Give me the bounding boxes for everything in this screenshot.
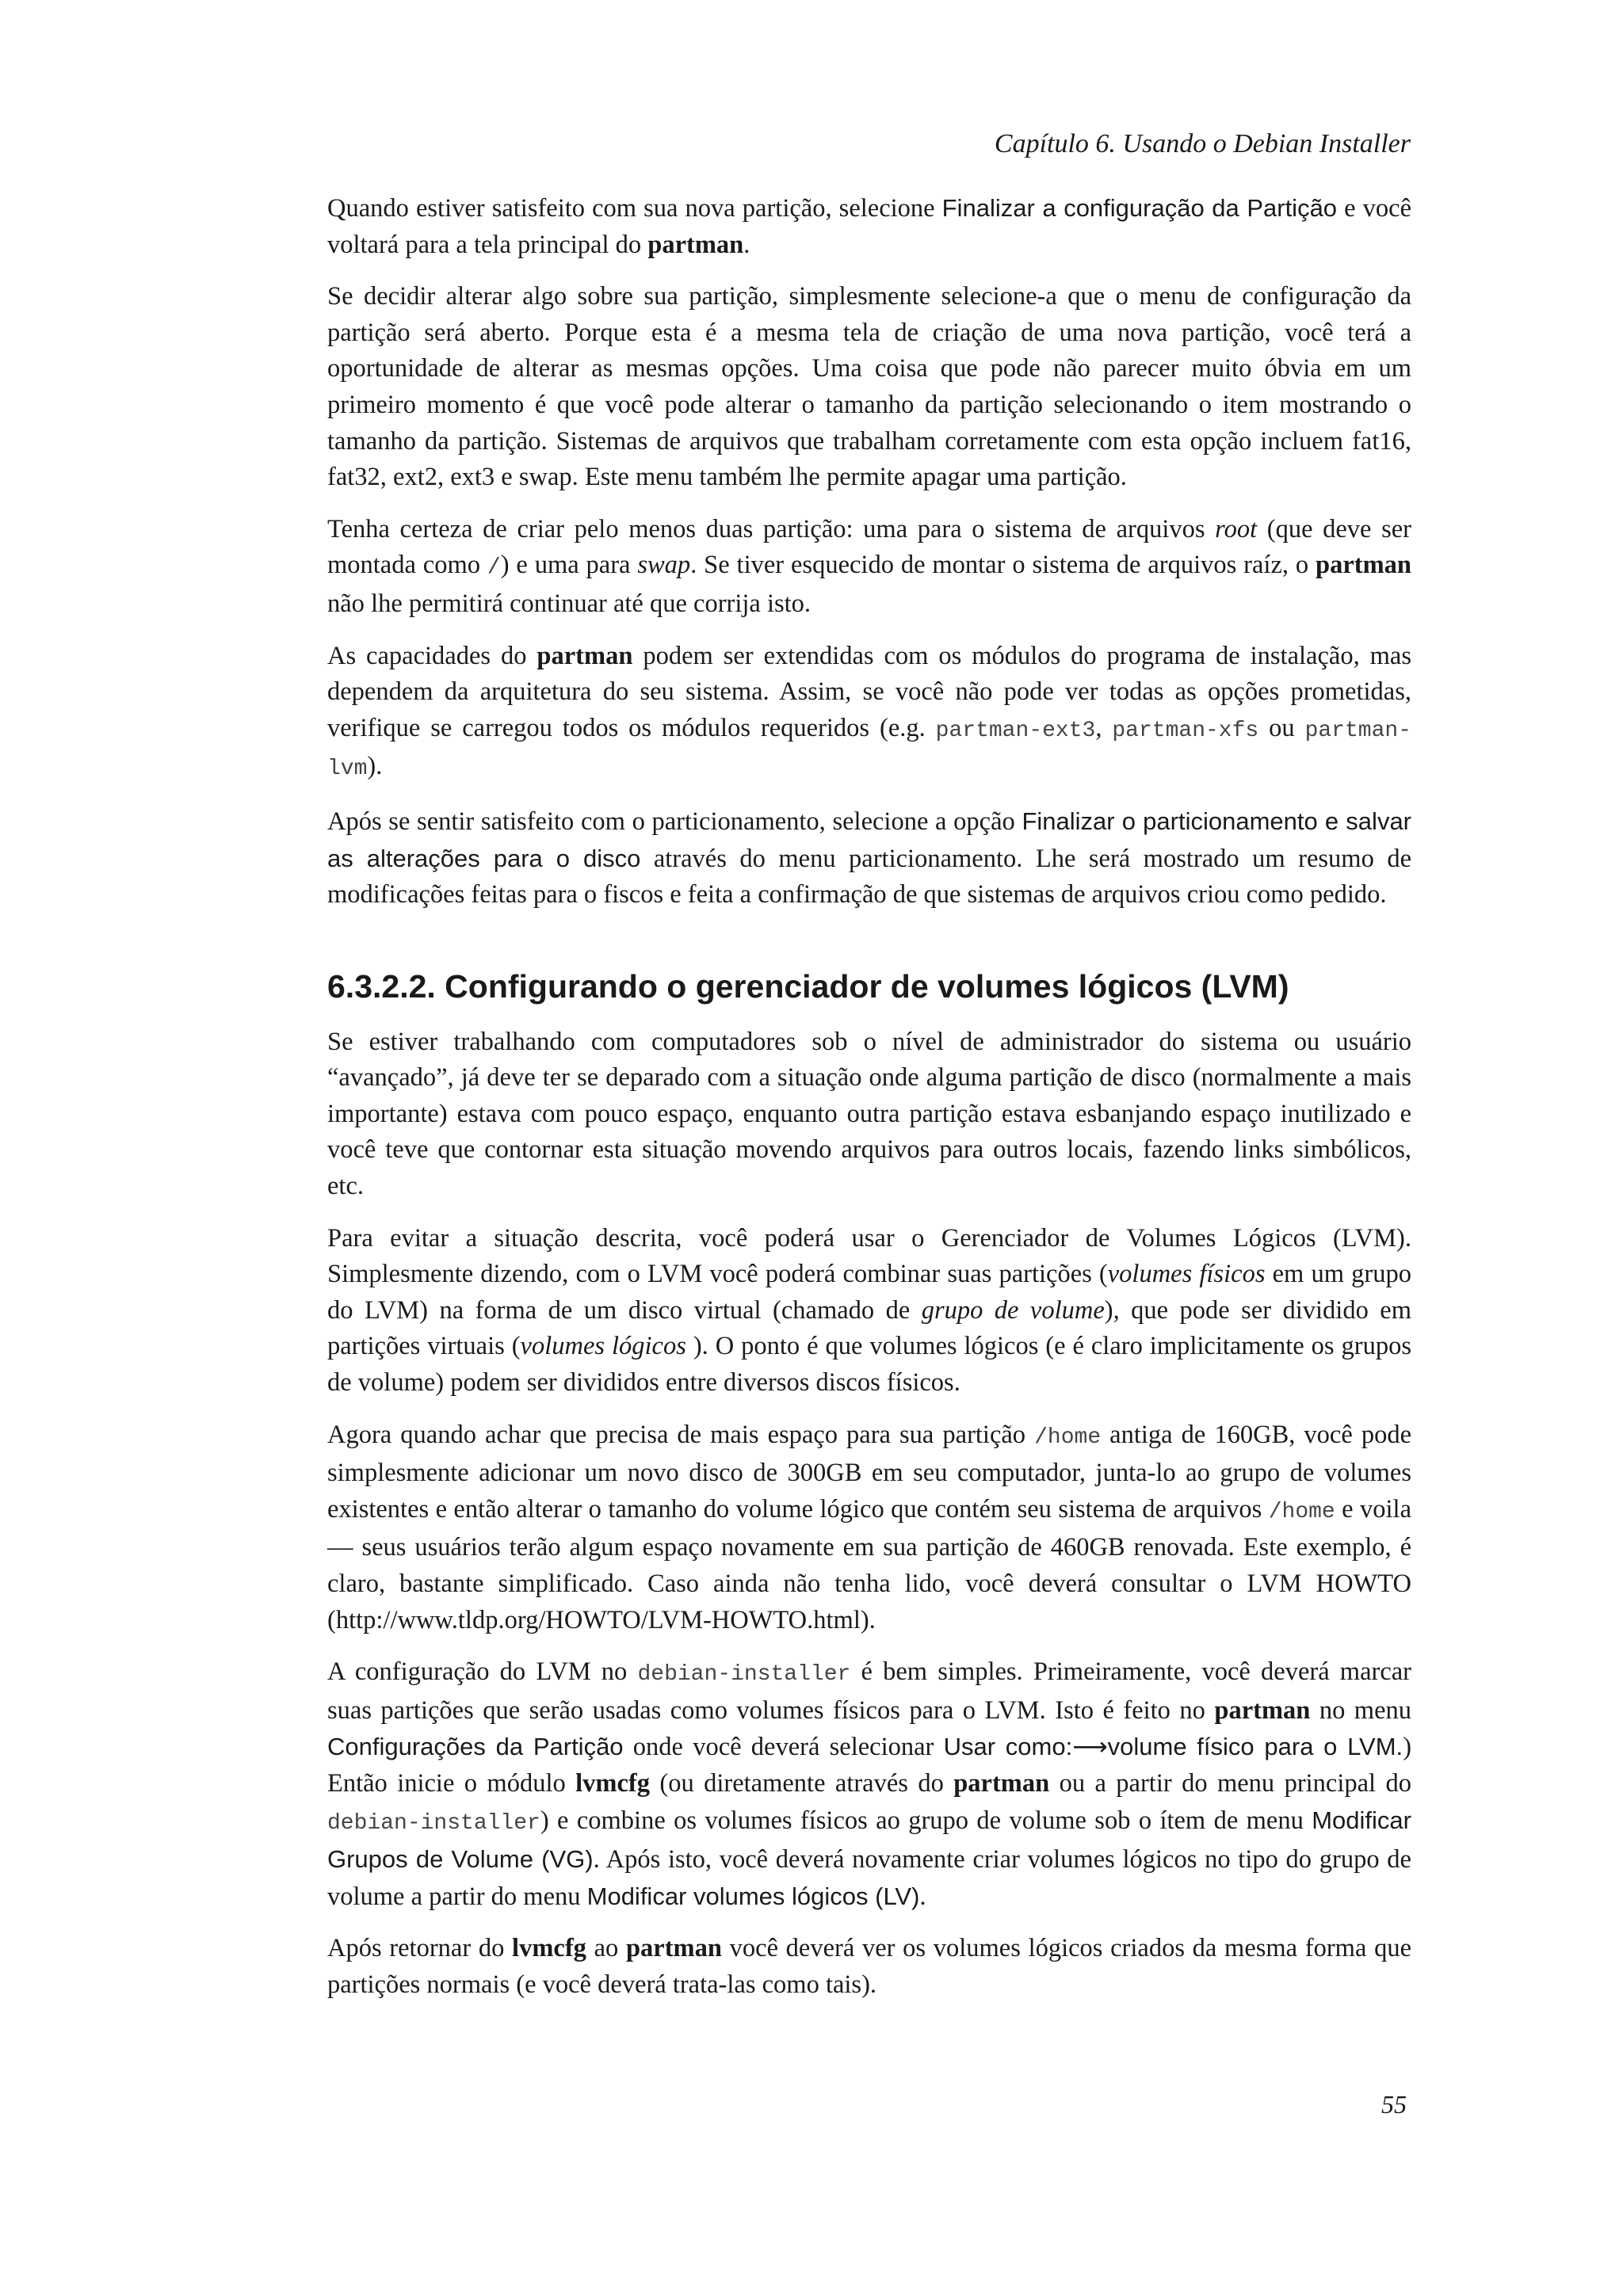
menu-item-ref: Finalizar o particionamento e salvar as alterações para o disco: [327, 807, 1412, 872]
text-span: e voila — seus usuários terão algum espaço novamente em sua partição de 460GB renovada. Este exemplo, é claro, bastante simplificado. Caso ainda não tenha lido, você deverá consultar o LVM HOWTO (http://www.tldp.org/HOWTO/LVM-HOWTO.html).: [327, 1494, 1411, 1634]
text-span: você deverá ver os volumes lógicos criados da mesma forma que partições normais (e você deverá trata-las como tais).: [327, 1934, 1412, 1999]
paragraph-finish-partition: [327, 190, 1411, 263]
text-span: .: [919, 1882, 926, 1911]
text-span: podem ser extendidas com os módulos do programa de instalação, mas dependem da arquitetura do seu sistema. Assim, se você não pode ver todas as opções prometidas, verifique se carregou todos os módulos requeridos (e.g.: [327, 641, 1411, 742]
program-name: lvmcfg: [512, 1934, 586, 1963]
text-span: Para evitar a situação descrita, você poderá usar o Gerenciador de Volumes Lógicos (LVM). Simplesmente dizendo, com o LVM você poderá combinar suas partições (: [327, 1223, 1411, 1289]
text-span: ) e uma para: [500, 551, 638, 580]
menu-item-ref: Modificar volumes lógicos (LV): [586, 1882, 920, 1910]
text-span: Após retornar do: [327, 1934, 513, 1963]
text-span: e você voltará para a tela principal do: [327, 194, 1412, 259]
paragraph-finish-partitioning: [327, 803, 1411, 913]
menu-item-ref: Finalizar a configuração da Partição: [941, 194, 1338, 222]
text-span: não lhe permitirá continuar até que corrija isto.: [327, 589, 812, 618]
text-span: é bem simples. Primeiramente, você deverá marcar suas partições que serão usadas como volumes físicos para o LVM. Isto é feito no: [327, 1657, 1412, 1725]
program-name: partman: [1214, 1695, 1311, 1725]
text-span: Agora quando achar que precisa de mais espaço para sua partição: [327, 1420, 1035, 1449]
text-span: .: [743, 230, 750, 259]
text-span: através do menu particionamento. Lhe será mostrado um resumo de modificações feitas para o fiscos e feita a confirmação de que sistemas de arquivos criou como pedido.: [327, 844, 1411, 910]
text-span: As capacidades do: [327, 641, 537, 670]
text-span: ou a partir do menu principal do: [1049, 1768, 1411, 1798]
text-span: ,: [1095, 713, 1113, 742]
text-span: ) e combine os volumes físicos ao grupo de volume sob o ítem de menu: [540, 1806, 1312, 1835]
menu-item-ref: Usar como:⟶volume físico para o LVM.: [943, 1733, 1403, 1761]
term-physical-volumes: volumes físicos: [1107, 1260, 1266, 1289]
program-name: partman: [953, 1768, 1050, 1798]
term-root: root: [1215, 514, 1258, 543]
paragraph-lvm-return: [327, 1931, 1411, 2003]
paragraph-lvm-config: [327, 1654, 1411, 1915]
text-span: ), que pode ser dividido em partições virtuais (: [327, 1295, 1411, 1361]
menu-item-ref: Configurações da Partição: [327, 1733, 624, 1761]
program-debian-installer: debian-installer: [637, 1662, 851, 1688]
program-debian-installer: debian-installer: [327, 1810, 540, 1836]
text-span: ).: [367, 752, 383, 781]
paragraph-modify-partition: Se decidir alterar algo sobre sua partição, simplesmente selecione-a que o menu de configuração da partição será aberto. Porque esta é a mesma tela de criação de uma nova partição, você terá a oportunidade de alterar as mesmas opções. Uma coisa que pode não parecer muito óbvia em um primeiro momento é que você pode alterar o tamanho da partição selecionando o item mostrando o tamanho da partição. Sistemas de arquivos que trabalham corretamente com esta opção incluem fat16, fat32, ext2, ext3 e swap. Este menu também lhe permite apagar uma partição.: [327, 282, 1411, 492]
program-name: partman: [1316, 551, 1411, 580]
program-name: partman: [625, 1934, 722, 1963]
text-span: (ou diretamente através do: [650, 1768, 954, 1798]
text-span: onde você deverá selecionar: [623, 1733, 944, 1762]
module-name: partman-xfs: [1112, 718, 1259, 743]
text-span: no menu: [1310, 1695, 1411, 1725]
running-header: Capítulo 6. Usando o Debian Installer: [994, 129, 1411, 158]
page-number: 55: [1381, 2090, 1407, 2119]
text-span: em um grupo do LVM) na forma de um disco virtual (chamado de: [327, 1260, 1411, 1325]
text-span: ao: [586, 1934, 626, 1963]
term-swap: swap: [637, 551, 691, 580]
program-name: lvmcfg: [575, 1768, 650, 1798]
module-name: partman-ext3: [935, 718, 1096, 743]
path-root: /: [487, 555, 501, 581]
paragraph-root-swap: [327, 512, 1411, 623]
paragraph-lvm-intro: Se estiver trabalhando com computadores sob o nível de administrador do sistema ou usuário “avançado”, já deve ter se deparado com a situação onde alguma partição de disco (normalmente a mais importante) estava com pouco espaço, enquanto outra partição estava esbanjando espaço inutilizado e você teve que contornar esta situação movendo arquivos para outros locais, fazendo links simbólicos, etc.: [327, 1027, 1411, 1201]
text-span: ) Então inicie o módulo: [327, 1733, 1412, 1798]
path-home: /home: [1034, 1425, 1102, 1450]
text-span: ou: [1258, 713, 1305, 742]
text-span: . Se tiver esquecido de montar o sistema de arquivos raíz, o: [690, 551, 1316, 580]
paragraph-lvm-example: [327, 1417, 1411, 1639]
text-span: antiga de 160GB, você pode simplesmente adicionar um novo disco de 300GB em seu computador, junta-lo ao grupo de volumes existentes e então alterar o tamanho do volume lógico que contém seu sistema de arquivos: [327, 1420, 1411, 1524]
text-span: ). O ponto é que volumes lógicos (e é claro implicitamente os grupos de volume) podem ser divididos entre diversos discos físicos.: [327, 1332, 1411, 1398]
menu-item-ref: Modificar Grupos de Volume (VG): [327, 1806, 1411, 1874]
text-span: Quando estiver satisfeito com sua nova partição, selecione: [327, 194, 942, 223]
module-name: partman-lvm: [327, 718, 1411, 782]
program-name: partman: [647, 230, 744, 259]
text-span: Tenha certeza de criar pelo menos duas partição: uma para o sistema de arquivos: [327, 514, 1216, 543]
page-content: [327, 190, 1411, 2019]
text-span: Após se sentir satisfeito com o particionamento, selecione a opção: [327, 807, 1022, 836]
term-volume-group: grupo de volume: [921, 1295, 1105, 1325]
path-home: /home: [1268, 1499, 1335, 1524]
program-name: partman: [537, 641, 633, 670]
text-span: . Após isto, você deverá novamente criar volumes lógicos no tipo do grupo de volume a partir do menu: [327, 1845, 1411, 1911]
paragraph-lvm-explain: [327, 1221, 1411, 1402]
text-span: (que deve ser montada como: [327, 514, 1411, 580]
section-heading-lvm: 6.3.2.2. Configurando o gerenciador de volumes lógicos (LVM): [327, 967, 1289, 1005]
paragraph-partman-modules: [327, 639, 1411, 788]
term-logical-volumes: volumes lógicos: [520, 1332, 686, 1361]
text-span: A configuração do LVM no: [327, 1657, 638, 1687]
